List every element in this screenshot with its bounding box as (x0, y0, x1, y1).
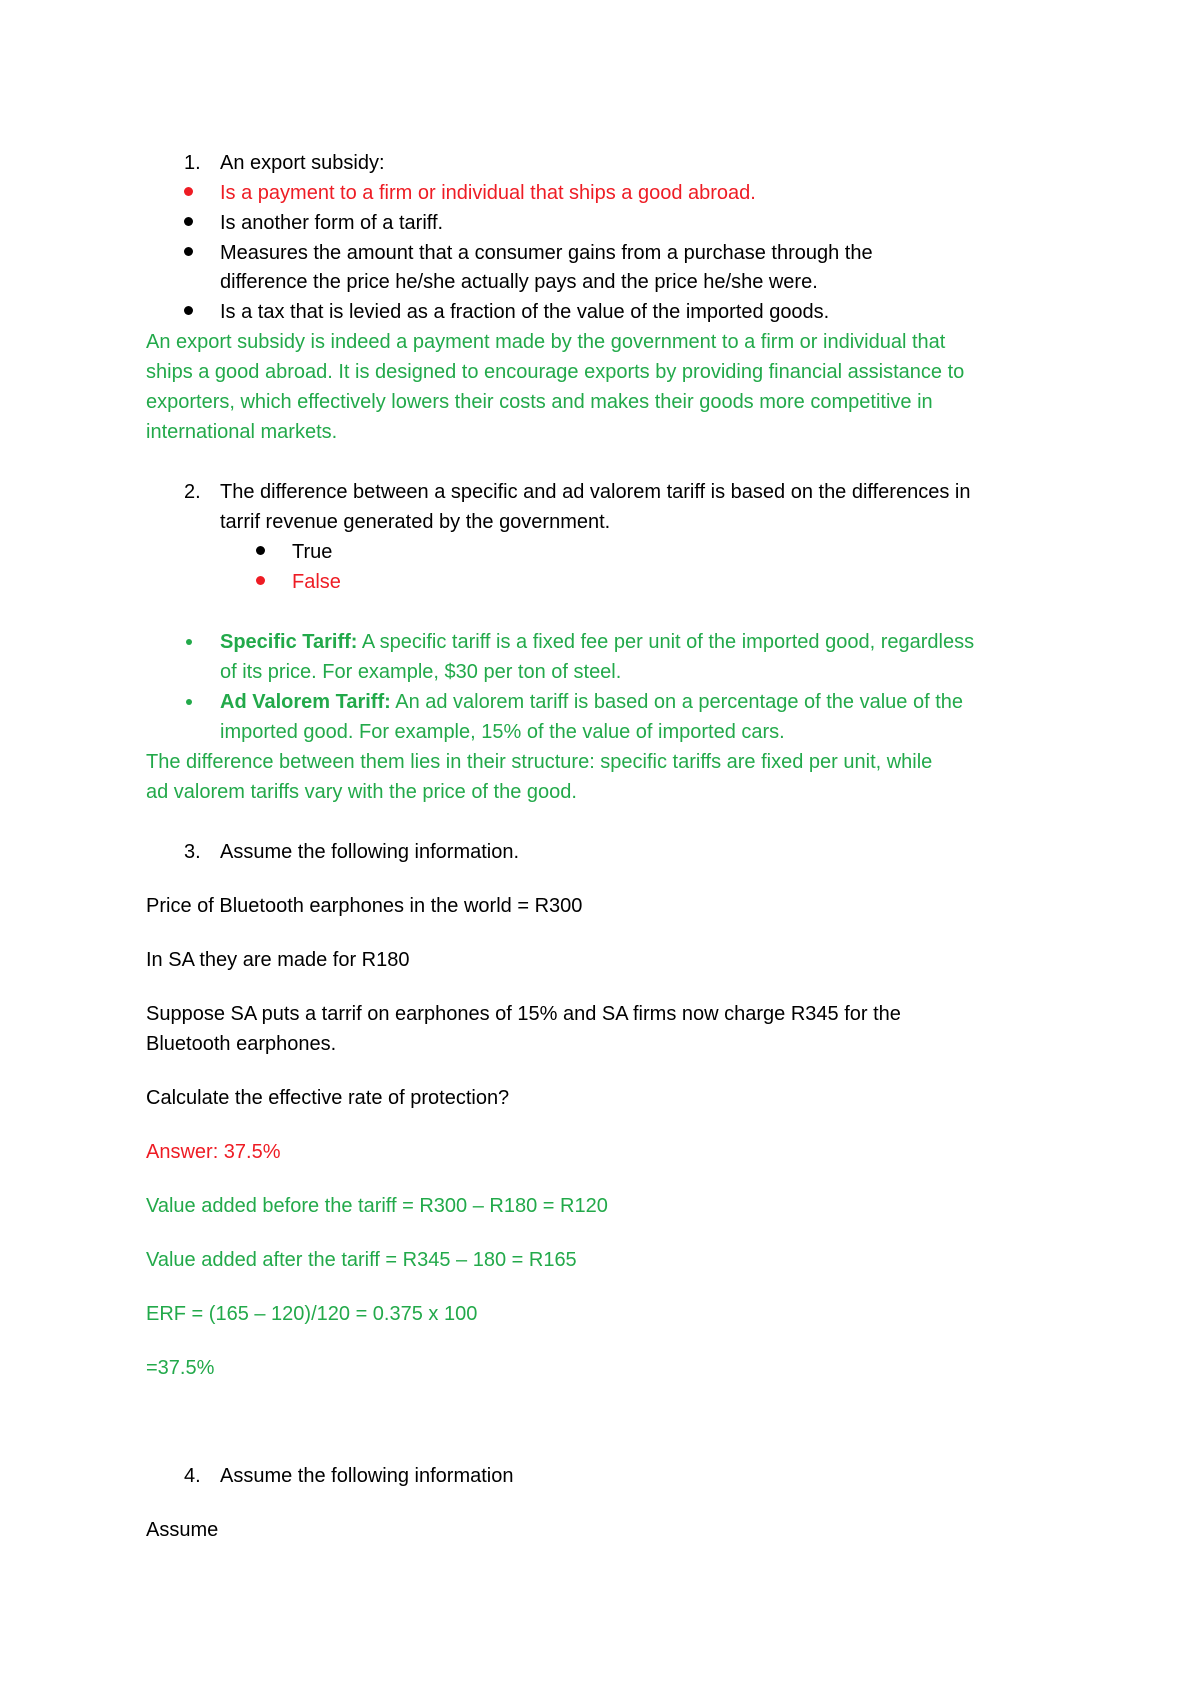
explanation-line: exporters, which effectively lowers their costs and makes their goods more competitive in (146, 391, 933, 413)
option: Is a tax that is levied as a fraction of the value of the imported goods. (220, 301, 830, 323)
explanation-line: ships a good abroad. It is designed to encourage exports by providing financial assistance to (146, 361, 965, 383)
bullet-icon (184, 217, 193, 226)
question-number: 2. (184, 481, 201, 503)
question-text: Assume the following information. (220, 841, 520, 863)
option: Is another form of a tariff. (220, 212, 444, 234)
answer-line: Answer: 37.5% (146, 1141, 281, 1163)
info-line: Price of Bluetooth earphones in the world = R300 (146, 895, 583, 917)
working-line: ERF = (165 – 120)/120 = 0.375 x 100 (146, 1303, 478, 1325)
point-continuation: imported good. For example, 15% of the value of imported cars. (220, 721, 785, 743)
bullet-icon (186, 699, 192, 705)
explanation-line: An export subsidy is indeed a payment made by the government to a firm or individual that (146, 331, 946, 353)
option: True (292, 541, 333, 563)
point-continuation: of its price. For example, $30 per ton of steel. (220, 661, 622, 683)
working-line: Value added before the tariff = R300 – R180 = R120 (146, 1195, 608, 1217)
working-line: Value added after the tariff = R345 – 180 = R165 (146, 1249, 577, 1271)
point-line (220, 628, 974, 656)
option: Measures the amount that a consumer gains from a purchase through the (220, 242, 873, 264)
bullet-icon (186, 639, 192, 645)
bullet-icon (184, 247, 193, 256)
info-line: Suppose SA puts a tarrif on earphones of 15% and SA firms now charge R345 for the (146, 1003, 901, 1025)
question-text: An export subsidy: (220, 152, 385, 174)
info-line: Bluetooth earphones. (146, 1033, 337, 1055)
bullet-icon (256, 576, 265, 585)
info-line: Calculate the effective rate of protection? (146, 1087, 510, 1109)
bullet-icon (184, 306, 193, 315)
question-text: The difference between a specific and ad valorem tariff is based on the differences in (220, 481, 971, 503)
term-label: Specific Tariff: (220, 631, 358, 653)
question-number: 1. (184, 152, 201, 174)
term-definition: An ad valorem tariff is based on a percentage of the value of the (390, 691, 964, 713)
question-number: 3. (184, 841, 201, 863)
option-correct: False (292, 571, 341, 593)
option-correct: Is a payment to a firm or individual that ships a good abroad. (220, 182, 756, 204)
working-line: =37.5% (146, 1357, 215, 1379)
question-number: 4. (184, 1465, 201, 1487)
option-continuation: difference the price he/she actually pays and the price he/she were. (220, 271, 818, 293)
explanation-line: international markets. (146, 421, 338, 443)
term-definition: A specific tariff is a fixed fee per unit of the imported good, regardless (357, 631, 975, 653)
question-text: Assume the following information (220, 1465, 514, 1487)
explanation-line: The difference between them lies in their structure: specific tariffs are fixed per unit, while (146, 751, 933, 773)
point-line (220, 688, 963, 716)
explanation-line: ad valorem tariffs vary with the price of the good. (146, 781, 577, 803)
bullet-icon (256, 546, 265, 555)
info-line: In SA they are made for R180 (146, 949, 410, 971)
term-label: Ad Valorem Tariff: (220, 691, 391, 713)
info-line: Assume (146, 1519, 219, 1541)
question-text-continuation: tarrif revenue generated by the government. (220, 511, 611, 533)
bullet-icon (184, 187, 193, 196)
